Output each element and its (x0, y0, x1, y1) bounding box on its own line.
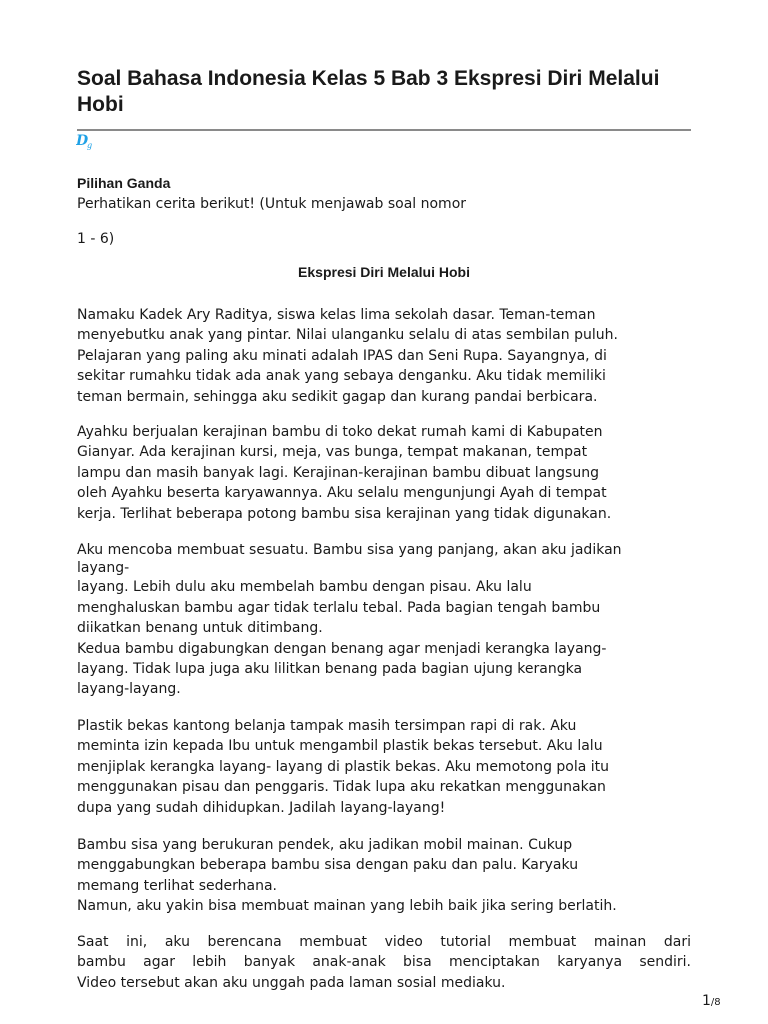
paragraph-line: Aku mencoba membuat sesuatu. Bambu sisa yang panjang, akan aku jadikan (77, 542, 622, 558)
paragraph-line: bambu agar lebih banyak anak-anak bisa menciptakan karyanya sendiri. (77, 954, 691, 971)
svg-text:D: D (76, 133, 89, 149)
story-title: Ekspresi Diri Melalui Hobi (298, 264, 470, 280)
paragraph-line: Namun, aku yakin bisa membuat mainan yang lebih baik jika sering berlatih. (77, 898, 617, 915)
paragraph-line: Bambu sisa yang berukuran pendek, aku jadikan mobil mainan. Cukup (77, 837, 573, 853)
paragraph-line: layang- (77, 560, 130, 577)
paragraph-line: kerja. Terlihat beberapa potong bambu sisa kerajinan yang tidak digunakan. (77, 505, 612, 522)
paragraph-line: menggabungkan beberapa bambu sisa dengan paku dan palu. Karyaku (77, 857, 579, 874)
document-d-logo-icon (76, 132, 98, 150)
paragraph-line: menghaluskan bambu agar tidak terlalu tebal. Pada bagian tengah bambu (77, 599, 601, 616)
paragraph-line: oleh Ayahku beserta karyawannya. Aku selalu mengunjungi Ayah di tempat (77, 485, 607, 502)
instruction-question-range: 1 - 6) (77, 231, 115, 247)
instruction-text: Perhatikan cerita berikut! (Untuk menjawab soal nomor (77, 196, 467, 212)
paragraph-line: menggunakan pisau dan penggaris. Tidak lupa aku rekatkan menggunakan (77, 779, 606, 796)
paragraph-line: Saat ini, aku berencana membuat video tutorial membuat mainan dari (77, 934, 691, 950)
page-total: /8 (710, 997, 721, 1008)
paragraph-line: Ayahku berjualan kerajinan bambu di toko dekat rumah kami di Kabupaten (77, 424, 603, 440)
story-paragraph-1 (77, 305, 691, 407)
paragraph-line: layang. Lebih dulu aku membelah bambu dengan pisau. Aku lalu (77, 579, 532, 596)
paragraph-line: sekitar rumahku tidak ada anak yang sebaya denganku. Aku tidak memiliki (77, 368, 606, 385)
paragraph-line: Pelajaran yang paling aku minati adalah IPAS dan Seni Rupa. Sayangnya, di (77, 347, 607, 364)
story-paragraph-4 (77, 716, 691, 818)
svg-text:g: g (87, 141, 93, 150)
paragraph-line: meminta izin kepada Ibu untuk mengambil plastik bekas tersebut. Aku lalu (77, 738, 603, 755)
page-current: 1 (702, 993, 711, 1009)
page-number (702, 993, 721, 1011)
paragraph-line: lampu dan masih banyak lagi. Kerajinan-kerajinan bambu dibuat langsung (77, 464, 599, 481)
story-paragraph-5 (77, 835, 691, 917)
paragraph-line: Namaku Kadek Ary Raditya, siswa kelas lima sekolah dasar. Teman-teman (77, 307, 596, 323)
paragraph-line: dupa yang sudah dihidupkan. Jadilah layang-layang! (77, 799, 446, 816)
document-title: Soal Bahasa Indonesia Kelas 5 Bab 3 Ekspresi Diri Melalui Hobi (77, 67, 660, 116)
title-divider (77, 129, 691, 131)
paragraph-line: Kedua bambu digabungkan dengan benang agar menjadi kerangka layang- (77, 640, 607, 657)
paragraph-line: menyebutku anak yang pintar. Nilai ulanganku selalu di atas sembilan puluh. (77, 327, 618, 344)
paragraph-line: Plastik bekas kantong belanja tampak masih tersimpan rapi di rak. Aku (77, 718, 577, 734)
paragraph-line: layang. Tidak lupa juga aku lilitkan benang pada bagian ujung kerangka (77, 661, 583, 678)
paragraph-line: Gianyar. Ada kerajinan kursi, meja, vas bunga, tempat makanan, tempat (77, 444, 588, 461)
section-heading: Pilihan Ganda (77, 175, 171, 191)
story-paragraph-3 (77, 540, 691, 700)
paragraph-line: menjiplak kerangka layang- layang di plastik bekas. Aku memotong pola itu (77, 758, 610, 775)
story-paragraph-2 (77, 422, 691, 524)
paragraph-line: memang terlihat sederhana. (77, 877, 277, 894)
story-paragraph-6 (77, 932, 691, 993)
paragraph-line: teman bermain, sehingga aku sedikit gagap dan kurang pandai berbicara. (77, 388, 598, 405)
paragraph-line: diikatkan benang untuk ditimbang. (77, 620, 323, 637)
paragraph-line: layang-layang. (77, 681, 181, 698)
paragraph-line: Video tersebut akan aku unggah pada laman sosial mediaku. (77, 974, 506, 991)
